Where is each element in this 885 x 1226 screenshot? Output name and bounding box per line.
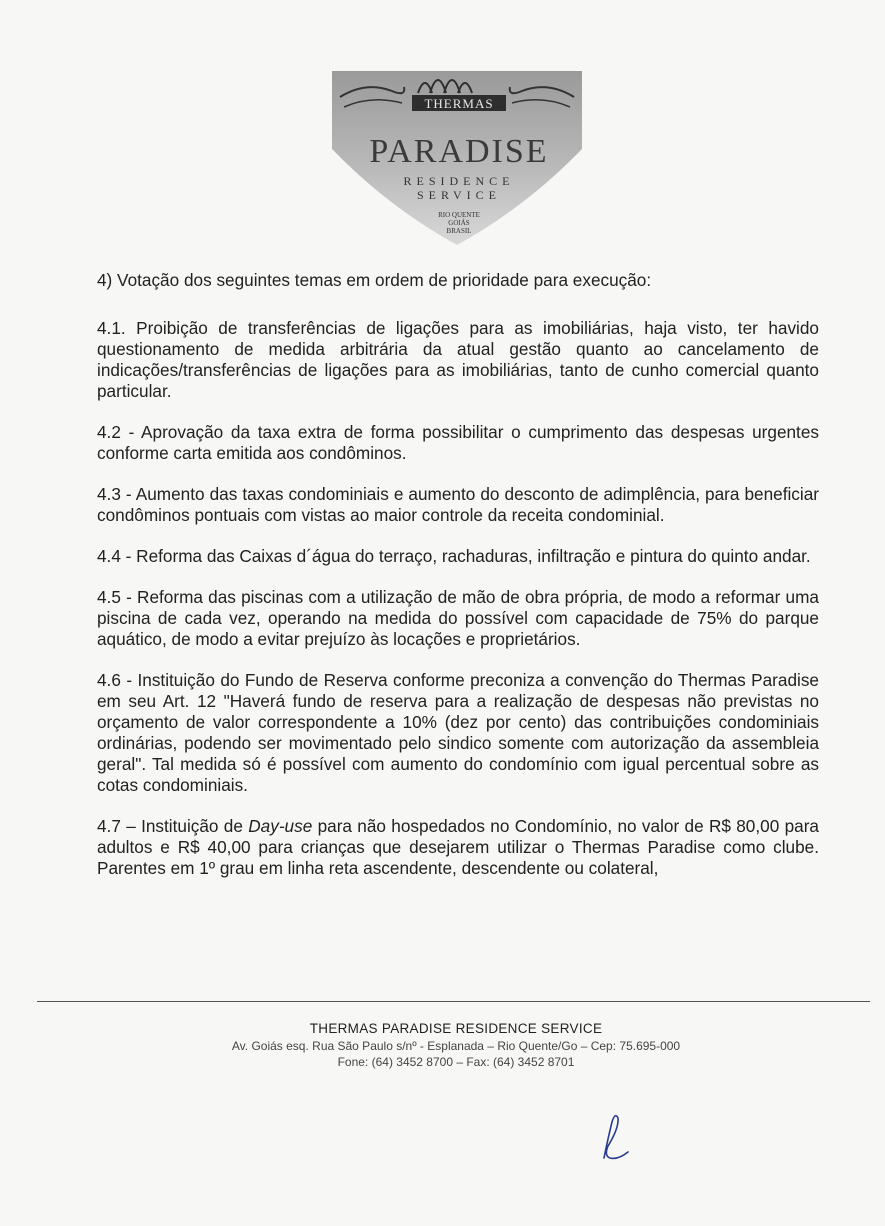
svg-text:RESIDENCE: RESIDENCE (403, 174, 515, 188)
paragraph-4-5: 4.5 - Reforma das piscinas com a utilização de mão de obra própria, de modo a reformar uma piscina de cada vez, operando na medida do possível com capacidade de 75% do parque aquático, de modo a evitar prejuízo às locações e proprietários. (97, 587, 819, 649)
logo-shield-graphic (326, 57, 588, 247)
paragraph-4-7 (97, 816, 819, 879)
paragraph-4-7-rest: para não hospedados no Condomínio, no valor de R$ 80,00 para adultos e R$ 40,00 para crianças que desejarem utilizar o Thermas Paradise como clube. Parentes em 1º grau em linha reta ascendente, descendente ou colateral, (97, 816, 819, 878)
paragraph-4-1: 4.1. Proibição de transferências de ligações para as imobiliárias, haja visto, ter havido questionamento de medida arbitrária da atual gestão quanto ao cancelamento de indicações/transferências de ligações para as imobiliárias, tanto de cunho comercial quanto particular. (97, 318, 819, 401)
day-use-term: Day-use (248, 816, 313, 836)
svg-text:BRASIL: BRASIL (446, 227, 472, 235)
section-heading: 4) Votação dos seguintes temas em ordem de prioridade para execução: (97, 270, 652, 290)
thermas-paradise-logo (326, 57, 588, 247)
footer-divider (37, 1001, 870, 1002)
paragraph-4-2: 4.2 - Aprovação da taxa extra de forma possibilitar o cumprimento das despesas urgentes conforme carta emitida aos condôminos. (97, 422, 819, 463)
footer-title: THERMAS PARADISE RESIDENCE SERVICE (309, 1021, 603, 1036)
footer-address: Av. Goiás esq. Rua São Paulo s/nº - Esplanada – Rio Quente/Go – Cep: 75.695-000 (231, 1039, 681, 1053)
svg-text:THERMAS: THERMAS (424, 96, 494, 111)
svg-text:GOIÁS: GOIÁS (448, 219, 470, 227)
footer-phone: Fone: (64) 3452 8700 – Fax: (64) 3452 8701 (337, 1055, 575, 1069)
svg-text:RIO QUENTE: RIO QUENTE (438, 211, 480, 219)
paragraph-4-7-start: 4.7 – Instituição de (97, 816, 249, 836)
paragraph-4-6: 4.6 - Instituição do Fundo de Reserva conforme preconiza a convenção do Thermas Paradise em seu Art. 12 "Haverá fundo de reserva para a realização de despesas não previstas no orçamento de valor correspondente a 10% (dez por cento) das contribuições condominiais ordinárias, podendo ser movimentado pelo sindico somente com autorização da assembleia geral". Tal medida só é possível com aumento do condomínio com igual percentual sobre as cotas condominiais. (97, 670, 819, 795)
paragraph-4-3: 4.3 - Aumento das taxas condominiais e aumento do desconto de adimplência, para beneficiar condôminos pontuais com vistas ao maior controle da receita condominial. (97, 484, 819, 525)
paragraph-4-4: 4.4 - Reforma das Caixas d´água do terraço, rachaduras, infiltração e pintura do quinto andar. (97, 546, 811, 566)
footer (0, 1020, 885, 1070)
svg-text:PARADISE: PARADISE (369, 133, 549, 170)
svg-text:SERVICE: SERVICE (416, 188, 502, 202)
handwritten-initial (594, 1108, 644, 1164)
document-body (97, 270, 819, 899)
